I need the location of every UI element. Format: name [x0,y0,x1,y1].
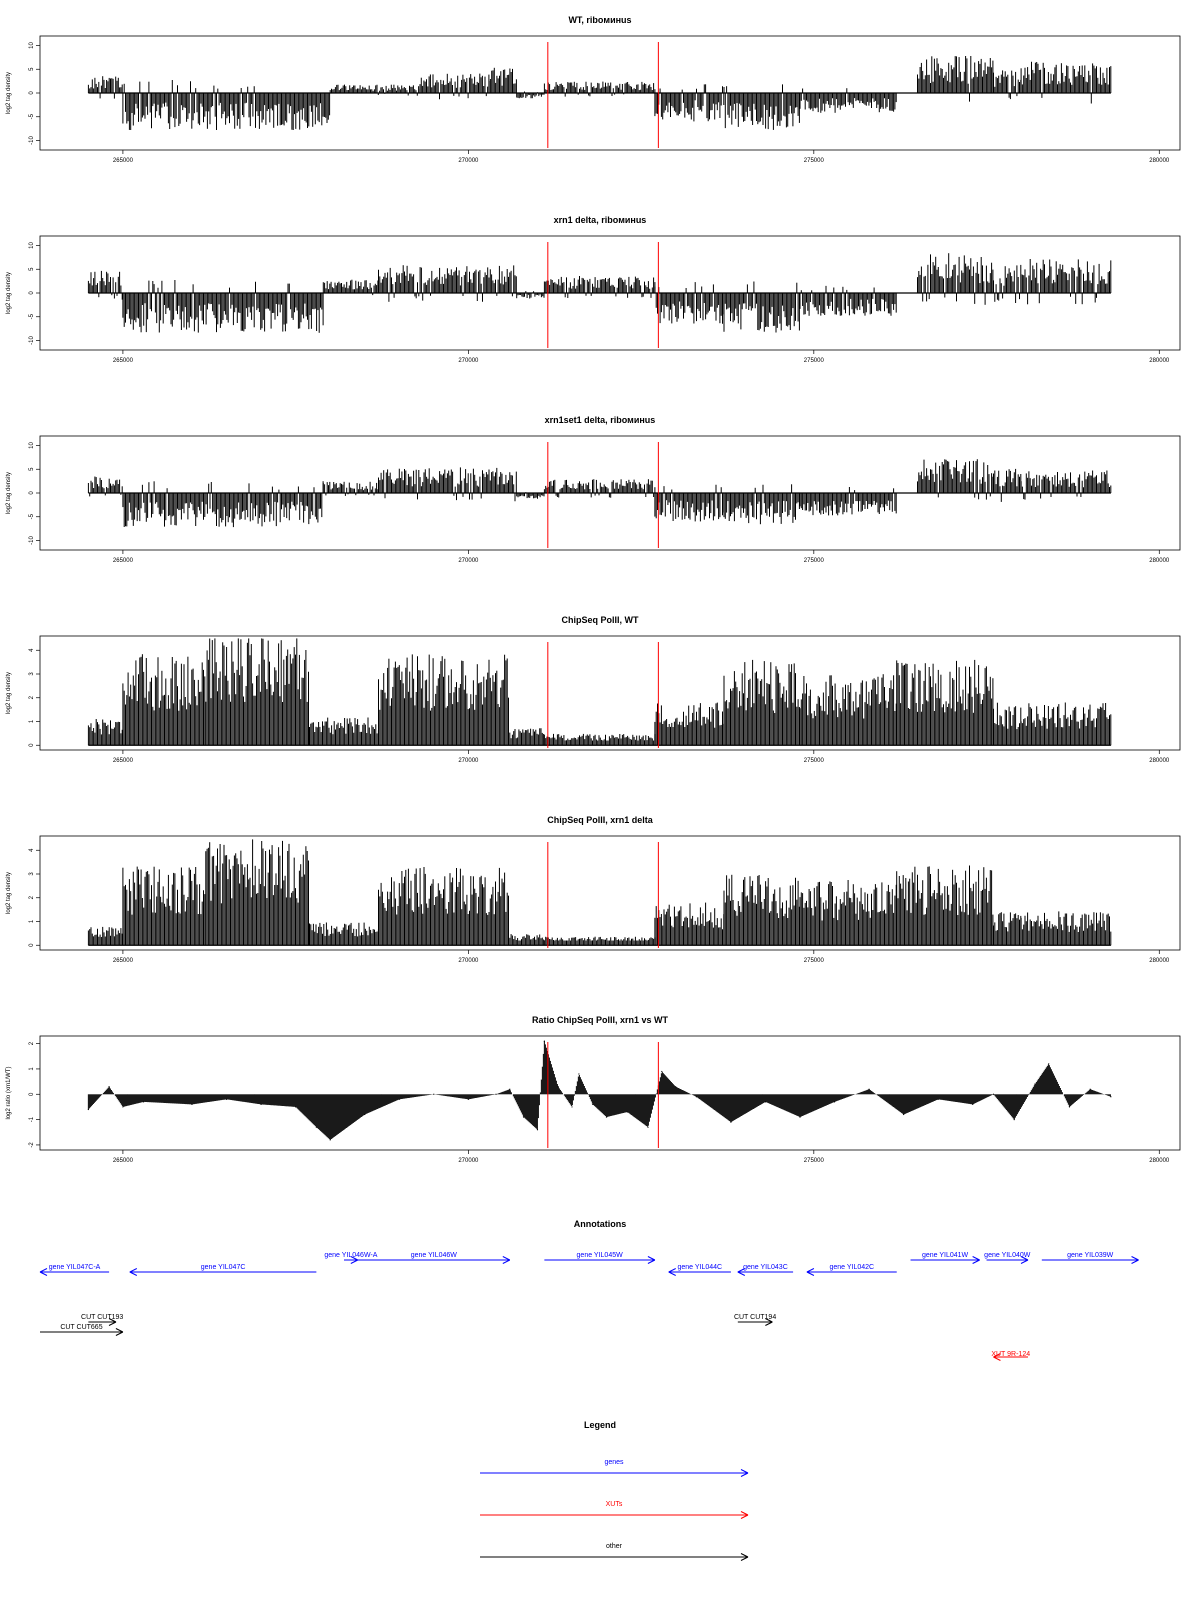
x-tick-label: 275000 [803,158,824,164]
y-tick-label: -10 [29,336,35,345]
chart-title: WT, riboминus [568,15,632,25]
y-tick-label: 10 [29,42,35,49]
x-tick-label: 280000 [1149,958,1170,964]
x-tick-label: 270000 [458,358,479,364]
chart-panel [6,215,1180,364]
y-tick-label: -5 [29,514,35,520]
chart-panel [6,815,1180,964]
y-tick-label: 3 [29,872,35,876]
data-marks [88,56,1111,130]
x-tick-label: 265000 [112,758,133,764]
y-tick-label: 4 [29,648,35,652]
y-tick-label: 0 [29,491,35,495]
x-tick-label: 270000 [458,758,479,764]
x-tick-label: 275000 [803,958,824,964]
x-tick-label: 280000 [1149,758,1170,764]
y-axis-label: log2 tag density [6,271,12,315]
data-marks [88,253,1111,333]
y-axis-label: log2 tag density [6,671,12,715]
data-marks [88,459,1111,527]
chart-title: ChipSeq PolII, xrn1 delta [547,815,653,825]
x-tick-label: 265000 [112,158,133,164]
y-tick-label: 1 [29,919,35,924]
chart-panel [6,615,1180,764]
x-tick-label: 270000 [458,958,479,964]
y-axis-label: log2 tag density [6,871,12,915]
y-axis-label: log2 tag density [6,71,12,115]
chart-panel [6,15,1180,164]
chart-panel [6,1015,1180,1164]
y-tick-label: 10 [29,242,35,249]
y-tick-label: 5 [29,267,35,271]
chart-title: xrn1set1 delta, riboминus [544,415,656,425]
x-tick-label: 280000 [1149,158,1170,164]
x-tick-label: 265000 [112,958,133,964]
x-tick-label: 275000 [803,758,824,764]
y-tick-label: 2 [29,696,35,700]
chart-panel [6,415,1180,564]
y-tick-label: 10 [29,442,35,449]
chart-title: ChipSeq PolII, WT [561,615,639,625]
y-tick-label: 0 [29,743,35,747]
x-tick-label: 280000 [1149,558,1170,564]
track-panels [6,15,1180,1164]
plot-frame [40,1036,1180,1150]
y-tick-label: 4 [29,848,35,852]
y-tick-label: 1 [29,719,35,724]
chart-title: xrn1 delta, riboминus [553,215,647,225]
y-tick-label: 0 [29,943,35,947]
x-tick-label: 280000 [1149,358,1170,364]
data-marks [88,839,1111,945]
y-tick-label: -10 [29,536,35,545]
y-tick-label: 0 [29,291,35,295]
y-tick-label: 5 [29,467,35,471]
x-tick-label: 275000 [803,358,824,364]
x-tick-label: 275000 [803,558,824,564]
chart-title: Ratio ChipSeq PolII, xrn1 vs WT [531,1015,669,1025]
y-tick-label: 3 [29,672,35,676]
data-marks [88,638,1111,745]
y-tick-label: 0 [29,91,35,95]
data-marks [88,1040,1112,1140]
y-tick-label: 5 [29,67,35,71]
y-axis-label: log2 tag density [6,471,12,515]
y-tick-label: -5 [29,314,35,320]
y-tick-label: -5 [29,114,35,120]
y-tick-label: 2 [29,896,35,900]
x-tick-label: 270000 [458,158,479,164]
y-tick-label: -10 [29,136,35,145]
x-tick-label: 270000 [458,558,479,564]
x-tick-label: 265000 [112,558,133,564]
x-tick-label: 265000 [112,358,133,364]
